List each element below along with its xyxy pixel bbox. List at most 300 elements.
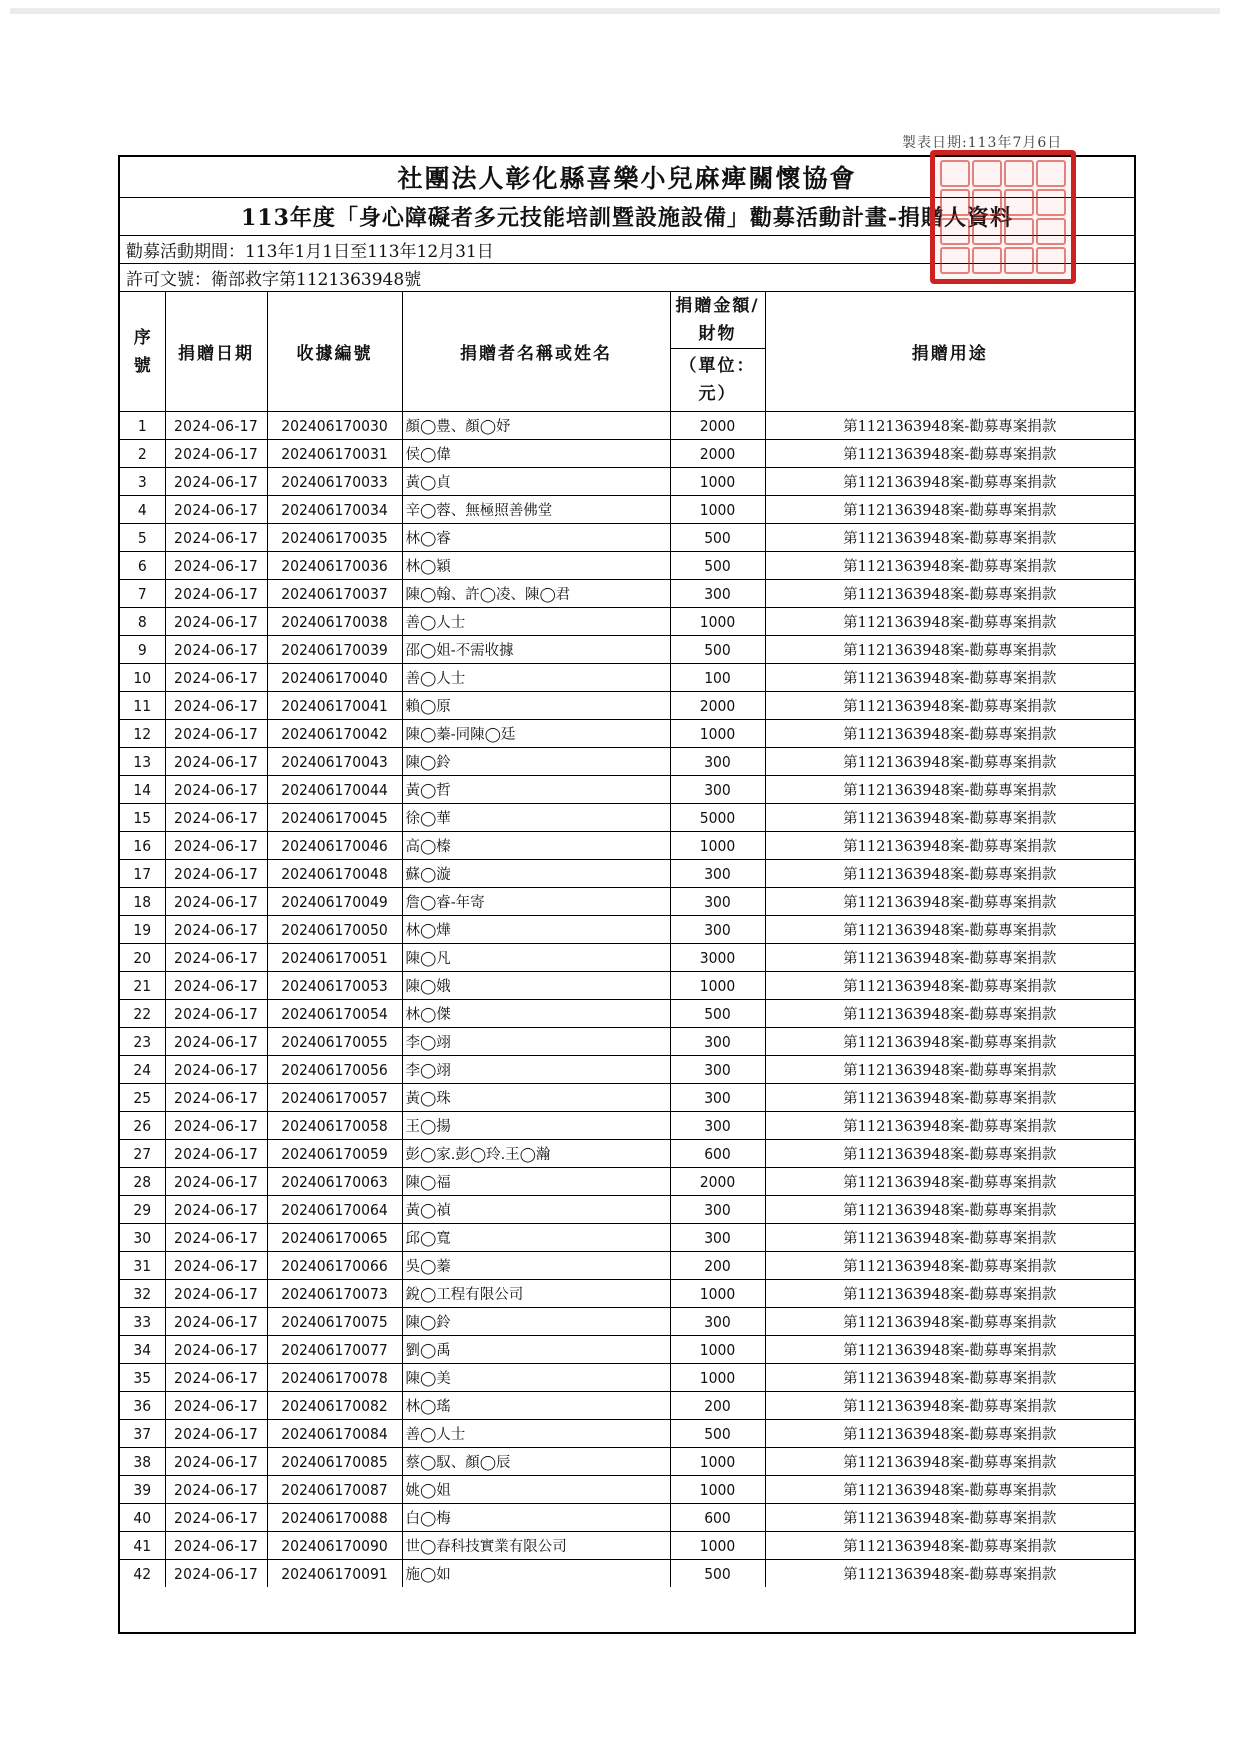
row-amount: 300 xyxy=(670,1028,765,1056)
row-amount: 1000 xyxy=(670,1280,765,1308)
row-no: 5 xyxy=(120,524,165,552)
row-date: 2024-06-17 xyxy=(165,860,267,888)
row-no: 4 xyxy=(120,496,165,524)
row-donor: 蘇◯漩 xyxy=(402,860,670,888)
row-purpose: 第1121363948案-勸募專案捐款 xyxy=(765,888,1134,916)
row-date: 2024-06-17 xyxy=(165,720,267,748)
row-date: 2024-06-17 xyxy=(165,1000,267,1028)
row-date: 2024-06-17 xyxy=(165,1476,267,1504)
row-donor: 林◯傑 xyxy=(402,1000,670,1028)
row-receipt: 202406170075 xyxy=(267,1308,402,1336)
table-row xyxy=(120,944,1134,972)
table-row xyxy=(120,1196,1134,1224)
row-amount: 600 xyxy=(670,1140,765,1168)
table-row xyxy=(120,1168,1134,1196)
document-subtitle: 113年度「身心障礙者多元技能培訓暨設施設備」勸募活動計畫-捐贈人資料 xyxy=(120,198,1134,236)
row-date: 2024-06-17 xyxy=(165,1196,267,1224)
row-receipt: 202406170035 xyxy=(267,524,402,552)
row-no: 26 xyxy=(120,1112,165,1140)
row-receipt: 202406170048 xyxy=(267,860,402,888)
row-amount: 500 xyxy=(670,552,765,580)
row-amount: 1000 xyxy=(670,832,765,860)
table-row xyxy=(120,1252,1134,1280)
table-row xyxy=(120,440,1134,468)
col-header-date: 捐贈日期 xyxy=(165,292,267,412)
row-receipt: 202406170046 xyxy=(267,832,402,860)
row-amount: 1000 xyxy=(670,1476,765,1504)
table-row xyxy=(120,888,1134,916)
row-donor: 賴◯原 xyxy=(402,692,670,720)
row-purpose: 第1121363948案-勸募專案捐款 xyxy=(765,1448,1134,1476)
row-donor: 林◯瑤 xyxy=(402,1392,670,1420)
row-purpose: 第1121363948案-勸募專案捐款 xyxy=(765,1336,1134,1364)
row-receipt: 202406170082 xyxy=(267,1392,402,1420)
row-purpose: 第1121363948案-勸募專案捐款 xyxy=(765,1252,1134,1280)
row-donor: 邱◯寬 xyxy=(402,1224,670,1252)
row-date: 2024-06-17 xyxy=(165,496,267,524)
table-row xyxy=(120,1560,1134,1588)
row-purpose: 第1121363948案-勸募專案捐款 xyxy=(765,1560,1134,1588)
row-no: 29 xyxy=(120,1196,165,1224)
row-purpose: 第1121363948案-勸募專案捐款 xyxy=(765,1168,1134,1196)
row-donor: 陳◯凡 xyxy=(402,944,670,972)
row-amount: 2000 xyxy=(670,440,765,468)
table-row xyxy=(120,412,1134,440)
row-date: 2024-06-17 xyxy=(165,636,267,664)
row-no: 1 xyxy=(120,412,165,440)
col-header-no xyxy=(120,292,165,412)
row-donor: 姚◯姐 xyxy=(402,1476,670,1504)
row-donor: 李◯翊 xyxy=(402,1028,670,1056)
row-amount: 3000 xyxy=(670,944,765,972)
row-donor: 李◯翊 xyxy=(402,1056,670,1084)
row-purpose: 第1121363948案-勸募專案捐款 xyxy=(765,1308,1134,1336)
row-amount: 1000 xyxy=(670,1336,765,1364)
row-date: 2024-06-17 xyxy=(165,1056,267,1084)
table-row xyxy=(120,552,1134,580)
row-receipt: 202406170038 xyxy=(267,608,402,636)
row-amount: 1000 xyxy=(670,720,765,748)
row-receipt: 202406170044 xyxy=(267,776,402,804)
row-date: 2024-06-17 xyxy=(165,1532,267,1560)
row-date: 2024-06-17 xyxy=(165,552,267,580)
row-purpose: 第1121363948案-勸募專案捐款 xyxy=(765,748,1134,776)
row-purpose: 第1121363948案-勸募專案捐款 xyxy=(765,1028,1134,1056)
table-row xyxy=(120,1112,1134,1140)
row-receipt: 202406170090 xyxy=(267,1532,402,1560)
row-no: 35 xyxy=(120,1364,165,1392)
row-purpose: 第1121363948案-勸募專案捐款 xyxy=(765,1084,1134,1112)
row-receipt: 202406170058 xyxy=(267,1112,402,1140)
row-date: 2024-06-17 xyxy=(165,1224,267,1252)
row-donor: 侯◯偉 xyxy=(402,440,670,468)
row-donor: 吳◯蓁 xyxy=(402,1252,670,1280)
row-no: 37 xyxy=(120,1420,165,1448)
row-date: 2024-06-17 xyxy=(165,888,267,916)
row-receipt: 202406170084 xyxy=(267,1420,402,1448)
row-donor: 王◯揚 xyxy=(402,1112,670,1140)
row-receipt: 202406170039 xyxy=(267,636,402,664)
row-amount: 200 xyxy=(670,1392,765,1420)
row-purpose: 第1121363948案-勸募專案捐款 xyxy=(765,1476,1134,1504)
row-amount: 1000 xyxy=(670,496,765,524)
table-row xyxy=(120,776,1134,804)
row-date: 2024-06-17 xyxy=(165,944,267,972)
row-purpose: 第1121363948案-勸募專案捐款 xyxy=(765,1420,1134,1448)
row-receipt: 202406170049 xyxy=(267,888,402,916)
row-amount: 100 xyxy=(670,664,765,692)
row-purpose: 第1121363948案-勸募專案捐款 xyxy=(765,1532,1134,1560)
table-row xyxy=(120,692,1134,720)
row-receipt: 202406170031 xyxy=(267,440,402,468)
row-receipt: 202406170088 xyxy=(267,1504,402,1532)
row-receipt: 202406170042 xyxy=(267,720,402,748)
row-donor: 陳◯鈴 xyxy=(402,748,670,776)
row-receipt: 202406170078 xyxy=(267,1364,402,1392)
row-no: 6 xyxy=(120,552,165,580)
table-row xyxy=(120,664,1134,692)
row-receipt: 202406170045 xyxy=(267,804,402,832)
row-receipt: 202406170073 xyxy=(267,1280,402,1308)
table-row xyxy=(120,1056,1134,1084)
col-header-purpose: 捐贈用途 xyxy=(765,292,1134,412)
donor-table xyxy=(120,292,1134,1587)
row-no: 21 xyxy=(120,972,165,1000)
row-donor: 黃◯珠 xyxy=(402,1084,670,1112)
table-row xyxy=(120,860,1134,888)
col-header-no-text: 序 號 xyxy=(133,327,151,376)
col-header-unit xyxy=(670,349,765,412)
row-receipt: 202406170053 xyxy=(267,972,402,1000)
row-no: 24 xyxy=(120,1056,165,1084)
row-no: 40 xyxy=(120,1504,165,1532)
row-purpose: 第1121363948案-勸募專案捐款 xyxy=(765,552,1134,580)
row-donor: 黃◯禎 xyxy=(402,1196,670,1224)
row-donor: 林◯穎 xyxy=(402,552,670,580)
row-purpose: 第1121363948案-勸募專案捐款 xyxy=(765,664,1134,692)
row-amount: 300 xyxy=(670,776,765,804)
row-receipt: 202406170037 xyxy=(267,580,402,608)
table-row xyxy=(120,1448,1134,1476)
row-date: 2024-06-17 xyxy=(165,916,267,944)
row-date: 2024-06-17 xyxy=(165,1364,267,1392)
row-no: 12 xyxy=(120,720,165,748)
table-row xyxy=(120,468,1134,496)
table-row xyxy=(120,1364,1134,1392)
row-amount: 1000 xyxy=(670,608,765,636)
row-purpose: 第1121363948案-勸募專案捐款 xyxy=(765,776,1134,804)
table-row xyxy=(120,832,1134,860)
row-no: 13 xyxy=(120,748,165,776)
table-row xyxy=(120,608,1134,636)
row-receipt: 202406170085 xyxy=(267,1448,402,1476)
row-purpose: 第1121363948案-勸募專案捐款 xyxy=(765,580,1134,608)
row-date: 2024-06-17 xyxy=(165,804,267,832)
row-amount: 300 xyxy=(670,580,765,608)
row-donor: 林◯燁 xyxy=(402,916,670,944)
row-receipt: 202406170065 xyxy=(267,1224,402,1252)
row-amount: 500 xyxy=(670,636,765,664)
row-purpose: 第1121363948案-勸募專案捐款 xyxy=(765,608,1134,636)
row-purpose: 第1121363948案-勸募專案捐款 xyxy=(765,1364,1134,1392)
row-no: 3 xyxy=(120,468,165,496)
col-header-amount xyxy=(670,292,765,349)
row-amount: 1000 xyxy=(670,468,765,496)
row-date: 2024-06-17 xyxy=(165,1448,267,1476)
table-row xyxy=(120,1028,1134,1056)
row-receipt: 202406170091 xyxy=(267,1560,402,1588)
row-purpose: 第1121363948案-勸募專案捐款 xyxy=(765,720,1134,748)
association-seal xyxy=(930,150,1076,284)
row-amount: 300 xyxy=(670,888,765,916)
permit-number: 許可文號：衛部救字第1121363948號 xyxy=(120,264,1134,292)
row-donor: 高◯榛 xyxy=(402,832,670,860)
row-receipt: 202406170059 xyxy=(267,1140,402,1168)
row-donor: 善◯人士 xyxy=(402,608,670,636)
row-donor: 善◯人士 xyxy=(402,664,670,692)
table-row xyxy=(120,748,1134,776)
row-donor: 顏◯豊、顏◯妤 xyxy=(402,412,670,440)
row-no: 23 xyxy=(120,1028,165,1056)
col-header-donor: 捐贈者名稱或姓名 xyxy=(402,292,670,412)
row-date: 2024-06-17 xyxy=(165,1252,267,1280)
row-amount: 300 xyxy=(670,916,765,944)
table-row xyxy=(120,580,1134,608)
row-donor: 彭◯家.彭◯玲.王◯瀚 xyxy=(402,1140,670,1168)
table-row xyxy=(120,1420,1134,1448)
row-amount: 300 xyxy=(670,860,765,888)
campaign-period: 勸募活動期間：113年1月1日至113年12月31日 xyxy=(120,236,1134,264)
document-title: 社團法人彰化縣喜樂小兒麻痺關懷協會 xyxy=(120,157,1134,198)
col-header-unit-text: （單位： 元） xyxy=(679,356,756,404)
row-donor: 陳◯美 xyxy=(402,1364,670,1392)
row-date: 2024-06-17 xyxy=(165,1308,267,1336)
row-amount: 300 xyxy=(670,1056,765,1084)
row-donor: 林◯睿 xyxy=(402,524,670,552)
row-receipt: 202406170030 xyxy=(267,412,402,440)
row-date: 2024-06-17 xyxy=(165,1140,267,1168)
row-no: 34 xyxy=(120,1336,165,1364)
row-amount: 300 xyxy=(670,1084,765,1112)
row-amount: 300 xyxy=(670,1224,765,1252)
table-row xyxy=(120,1392,1134,1420)
row-no: 10 xyxy=(120,664,165,692)
row-purpose: 第1121363948案-勸募專案捐款 xyxy=(765,692,1134,720)
row-amount: 2000 xyxy=(670,1168,765,1196)
row-date: 2024-06-17 xyxy=(165,1112,267,1140)
row-purpose: 第1121363948案-勸募專案捐款 xyxy=(765,832,1134,860)
row-amount: 1000 xyxy=(670,972,765,1000)
row-date: 2024-06-17 xyxy=(165,972,267,1000)
row-date: 2024-06-17 xyxy=(165,776,267,804)
row-receipt: 202406170054 xyxy=(267,1000,402,1028)
row-receipt: 202406170036 xyxy=(267,552,402,580)
row-purpose: 第1121363948案-勸募專案捐款 xyxy=(765,524,1134,552)
table-row xyxy=(120,972,1134,1000)
row-date: 2024-06-17 xyxy=(165,524,267,552)
row-date: 2024-06-17 xyxy=(165,1392,267,1420)
row-purpose: 第1121363948案-勸募專案捐款 xyxy=(765,1112,1134,1140)
row-receipt: 202406170050 xyxy=(267,916,402,944)
row-donor: 銳◯工程有限公司 xyxy=(402,1280,670,1308)
row-purpose: 第1121363948案-勸募專案捐款 xyxy=(765,944,1134,972)
row-date: 2024-06-17 xyxy=(165,1336,267,1364)
row-date: 2024-06-17 xyxy=(165,1560,267,1588)
row-no: 39 xyxy=(120,1476,165,1504)
row-amount: 500 xyxy=(670,524,765,552)
donor-sheet xyxy=(118,155,1136,1634)
row-donor: 善◯人士 xyxy=(402,1420,670,1448)
row-purpose: 第1121363948案-勸募專案捐款 xyxy=(765,1504,1134,1532)
row-no: 28 xyxy=(120,1168,165,1196)
row-amount: 300 xyxy=(670,1196,765,1224)
row-date: 2024-06-17 xyxy=(165,832,267,860)
row-date: 2024-06-17 xyxy=(165,1028,267,1056)
row-amount: 300 xyxy=(670,1308,765,1336)
row-purpose: 第1121363948案-勸募專案捐款 xyxy=(765,468,1134,496)
row-purpose: 第1121363948案-勸募專案捐款 xyxy=(765,636,1134,664)
row-purpose: 第1121363948案-勸募專案捐款 xyxy=(765,1224,1134,1252)
table-row xyxy=(120,1280,1134,1308)
row-donor: 詹◯睿-年寄 xyxy=(402,888,670,916)
scan-edge xyxy=(10,8,1220,14)
row-purpose: 第1121363948案-勸募專案捐款 xyxy=(765,1140,1134,1168)
row-no: 15 xyxy=(120,804,165,832)
row-amount: 1000 xyxy=(670,1532,765,1560)
made-date: 製表日期:113年7月6日 xyxy=(902,135,1063,151)
row-amount: 300 xyxy=(670,1112,765,1140)
row-purpose: 第1121363948案-勸募專案捐款 xyxy=(765,1056,1134,1084)
row-amount: 2000 xyxy=(670,692,765,720)
row-no: 9 xyxy=(120,636,165,664)
table-row xyxy=(120,1532,1134,1560)
row-purpose: 第1121363948案-勸募專案捐款 xyxy=(765,972,1134,1000)
row-date: 2024-06-17 xyxy=(165,608,267,636)
table-row xyxy=(120,1084,1134,1112)
row-date: 2024-06-17 xyxy=(165,664,267,692)
row-donor: 徐◯華 xyxy=(402,804,670,832)
row-amount: 5000 xyxy=(670,804,765,832)
table-row xyxy=(120,524,1134,552)
row-purpose: 第1121363948案-勸募專案捐款 xyxy=(765,1280,1134,1308)
row-date: 2024-06-17 xyxy=(165,440,267,468)
row-date: 2024-06-17 xyxy=(165,1420,267,1448)
row-donor: 世◯春科技實業有限公司 xyxy=(402,1532,670,1560)
row-no: 17 xyxy=(120,860,165,888)
row-receipt: 202406170033 xyxy=(267,468,402,496)
row-no: 30 xyxy=(120,1224,165,1252)
row-amount: 500 xyxy=(670,1420,765,1448)
row-amount: 500 xyxy=(670,1560,765,1588)
row-no: 19 xyxy=(120,916,165,944)
row-no: 14 xyxy=(120,776,165,804)
row-no: 2 xyxy=(120,440,165,468)
row-purpose: 第1121363948案-勸募專案捐款 xyxy=(765,496,1134,524)
row-purpose: 第1121363948案-勸募專案捐款 xyxy=(765,804,1134,832)
row-no: 42 xyxy=(120,1560,165,1588)
row-no: 11 xyxy=(120,692,165,720)
table-row xyxy=(120,1224,1134,1252)
table-row xyxy=(120,496,1134,524)
table-row xyxy=(120,1336,1134,1364)
row-donor: 陳◯鈴 xyxy=(402,1308,670,1336)
row-amount: 300 xyxy=(670,748,765,776)
row-no: 18 xyxy=(120,888,165,916)
row-donor: 陳◯蓁-同陳◯廷 xyxy=(402,720,670,748)
row-purpose: 第1121363948案-勸募專案捐款 xyxy=(765,1196,1134,1224)
row-donor: 白◯梅 xyxy=(402,1504,670,1532)
row-purpose: 第1121363948案-勸募專案捐款 xyxy=(765,860,1134,888)
row-receipt: 202406170040 xyxy=(267,664,402,692)
row-no: 38 xyxy=(120,1448,165,1476)
row-purpose: 第1121363948案-勸募專案捐款 xyxy=(765,1000,1134,1028)
row-donor: 陳◯娥 xyxy=(402,972,670,1000)
row-receipt: 202406170077 xyxy=(267,1336,402,1364)
row-receipt: 202406170034 xyxy=(267,496,402,524)
row-receipt: 202406170043 xyxy=(267,748,402,776)
row-no: 36 xyxy=(120,1392,165,1420)
table-row xyxy=(120,1476,1134,1504)
row-purpose: 第1121363948案-勸募專案捐款 xyxy=(765,916,1134,944)
row-no: 41 xyxy=(120,1532,165,1560)
table-row xyxy=(120,804,1134,832)
row-donor: 邵◯姐-不需收據 xyxy=(402,636,670,664)
row-date: 2024-06-17 xyxy=(165,1504,267,1532)
col-header-amount-text: 捐贈金額/ 財物 xyxy=(675,296,760,344)
row-donor: 黃◯哲 xyxy=(402,776,670,804)
row-donor: 陳◯翰、許◯凌、陳◯君 xyxy=(402,580,670,608)
row-receipt: 202406170051 xyxy=(267,944,402,972)
row-receipt: 202406170057 xyxy=(267,1084,402,1112)
row-no: 7 xyxy=(120,580,165,608)
row-date: 2024-06-17 xyxy=(165,692,267,720)
row-donor: 黃◯貞 xyxy=(402,468,670,496)
row-amount: 1000 xyxy=(670,1448,765,1476)
row-amount: 500 xyxy=(670,1000,765,1028)
row-purpose: 第1121363948案-勸募專案捐款 xyxy=(765,412,1134,440)
table-row xyxy=(120,1504,1134,1532)
row-receipt: 202406170055 xyxy=(267,1028,402,1056)
table-row xyxy=(120,1140,1134,1168)
table-row xyxy=(120,720,1134,748)
row-date: 2024-06-17 xyxy=(165,1168,267,1196)
row-no: 22 xyxy=(120,1000,165,1028)
row-no: 25 xyxy=(120,1084,165,1112)
col-header-receipt: 收據編號 xyxy=(267,292,402,412)
row-amount: 600 xyxy=(670,1504,765,1532)
table-row xyxy=(120,1000,1134,1028)
row-date: 2024-06-17 xyxy=(165,468,267,496)
row-purpose: 第1121363948案-勸募專案捐款 xyxy=(765,1392,1134,1420)
row-receipt: 202406170066 xyxy=(267,1252,402,1280)
row-no: 27 xyxy=(120,1140,165,1168)
row-date: 2024-06-17 xyxy=(165,1084,267,1112)
row-donor: 蔡◯馭、顏◯辰 xyxy=(402,1448,670,1476)
row-amount: 1000 xyxy=(670,1364,765,1392)
row-purpose: 第1121363948案-勸募專案捐款 xyxy=(765,440,1134,468)
row-no: 20 xyxy=(120,944,165,972)
row-date: 2024-06-17 xyxy=(165,580,267,608)
row-amount: 2000 xyxy=(670,412,765,440)
row-no: 16 xyxy=(120,832,165,860)
row-receipt: 202406170041 xyxy=(267,692,402,720)
row-donor: 劉◯禹 xyxy=(402,1336,670,1364)
row-amount: 200 xyxy=(670,1252,765,1280)
row-date: 2024-06-17 xyxy=(165,748,267,776)
table-row xyxy=(120,916,1134,944)
row-no: 8 xyxy=(120,608,165,636)
row-receipt: 202406170087 xyxy=(267,1476,402,1504)
